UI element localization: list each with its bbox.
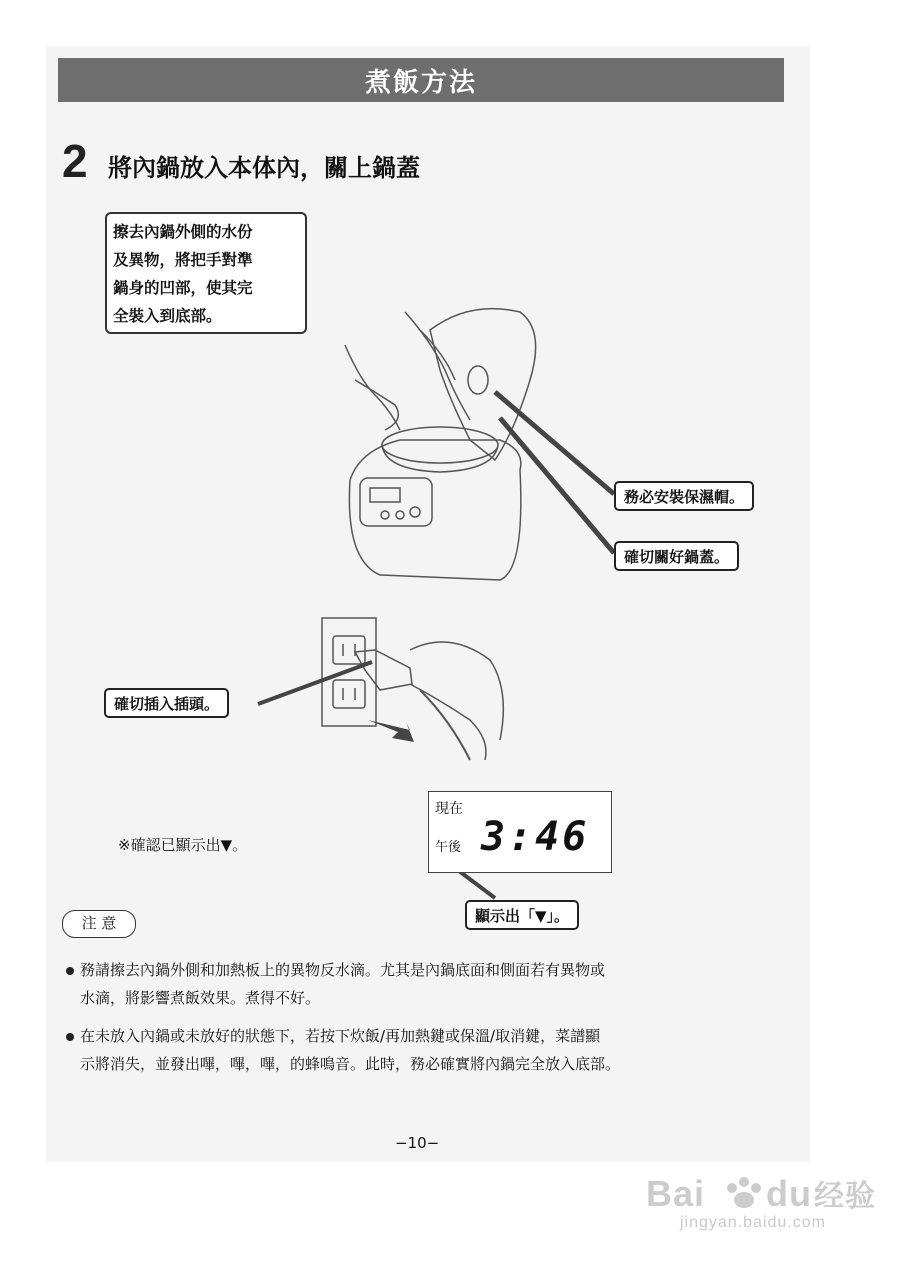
- instruction-line: 擦去內鍋外側的水份: [113, 223, 253, 241]
- display-time: 3:46: [481, 814, 590, 860]
- insert-direction-arrow: [368, 720, 414, 742]
- note-text: 示將消失，並發出嗶，嗶，嗶，的蜂鳴音。此時，務必確實將內鍋完全放入底部。: [80, 1055, 621, 1073]
- bullet-dot-icon: [66, 967, 74, 975]
- instruction-line: 全裝入到底部。: [113, 307, 222, 325]
- display-label-now: 現在: [435, 801, 463, 817]
- callout-plug: 確切插入插頭。: [104, 688, 229, 718]
- svg-text:Bai: Bai: [646, 1173, 706, 1214]
- note-text: 水滴，將影響煮飯效果。煮得不好。: [80, 989, 321, 1007]
- callout-lid-closed: 確切關好鍋蓋。: [614, 541, 739, 571]
- callout-steam-cap: 務必安裝保濕帽。: [614, 481, 754, 511]
- display-label-pm: 午後: [435, 840, 462, 855]
- instruction-line: 及異物，將把手對準: [113, 251, 253, 269]
- svg-text:du: du: [766, 1173, 812, 1214]
- callout-indicator: 顯示出「▼」。: [465, 900, 579, 930]
- note-bullet: [66, 1022, 796, 1078]
- instruction-line: 鍋身的凹部，使其完: [113, 279, 253, 297]
- confirm-indicator-text: ※確認已顯示出▼。: [118, 836, 248, 854]
- lcd-display: [428, 791, 612, 873]
- watermark-url: jingyan.baidu.com: [680, 1214, 826, 1231]
- note-text: 在未放入內鍋或未放好的狀態下，若按下炊飯/再加熱鍵或保溫/取消鍵，菜譜顯: [80, 1027, 601, 1045]
- note-tag: 注 意: [62, 910, 136, 938]
- section-title: 煮飯方法: [364, 67, 477, 98]
- note-text: 務請擦去內鍋外側和加熱板上的異物反水滴。尤其是內鍋底面和側面若有異物或: [80, 961, 606, 979]
- bullet-dot-icon: [66, 1033, 74, 1041]
- rice-cooker-illustration: [345, 309, 536, 580]
- note-bullet: [66, 956, 796, 1012]
- page-number: −10−: [395, 1134, 440, 1152]
- step-title: 將內鍋放入本体內，關上鍋蓋: [108, 154, 420, 182]
- svg-text:经验: 经验: [814, 1179, 876, 1214]
- step-number: 2: [62, 135, 88, 187]
